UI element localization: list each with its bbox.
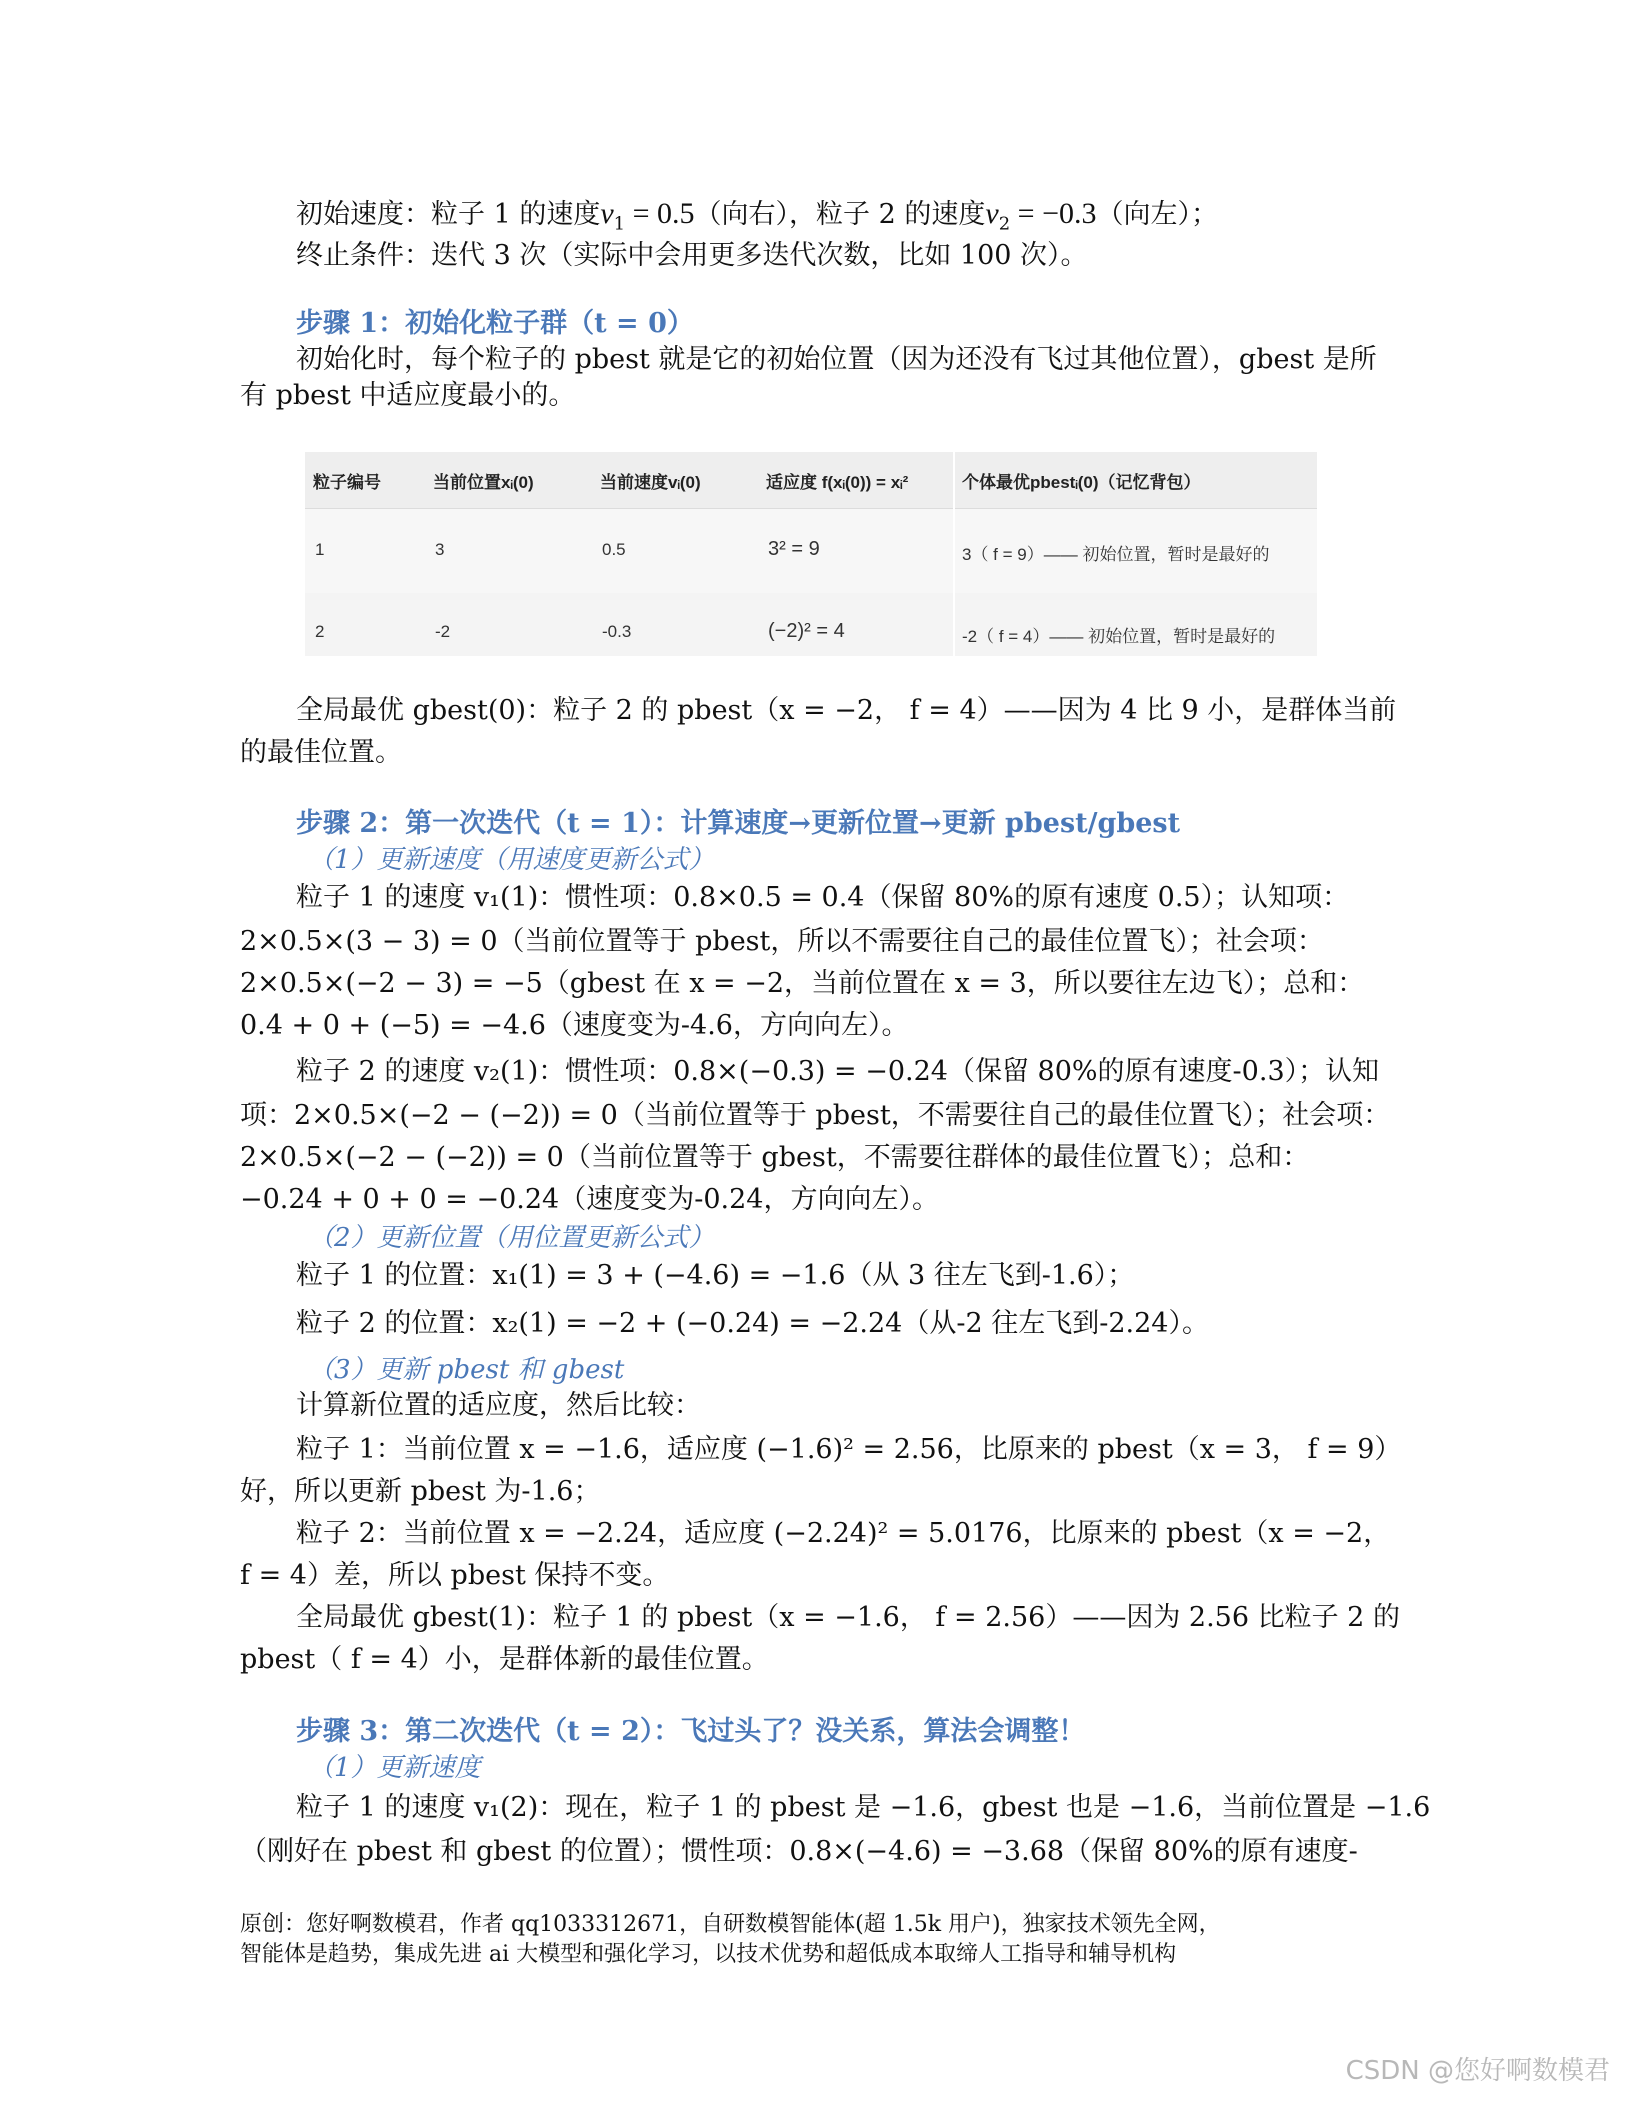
step1-heading: 步骤 1：初始化粒子群（t = 0） bbox=[296, 308, 694, 339]
table-header-cell: 个体最优pbestᵢ(0)（记忆背包） bbox=[962, 473, 1201, 492]
table-cell: 3（ f = 9）—— 初始位置，暂时是最好的 bbox=[962, 545, 1270, 564]
paragraph-line: 2×0.5×(−2 − (−2)) = 0（当前位置等于 gbest，不需要往群体的最佳位置飞）；总和： bbox=[240, 1142, 1310, 1173]
initial-velocity-line bbox=[296, 196, 1218, 242]
paragraph-line: f = 4）差，所以 pbest 保持不变。 bbox=[240, 1560, 670, 1591]
paragraph-line: 全局最优 gbest(0)：粒子 2 的 pbest（x = −2， f = 4）——因为 4 比 9 小，是群体当前 bbox=[296, 695, 1397, 726]
math-symbol: v bbox=[985, 197, 999, 230]
subheading: （3）更新 pbest 和 gbest bbox=[308, 1355, 625, 1385]
math-subscript: 2 bbox=[998, 213, 1011, 235]
table-cell: 2 bbox=[315, 622, 325, 641]
paragraph-line: 有 pbest 中适应度最小的。 bbox=[240, 380, 576, 411]
paragraph-line: 粒子 2 的位置：x₂(1) = −2 + (−0.24) = −2.24（从-2 往左飞到-2.24）。 bbox=[296, 1308, 1209, 1339]
footer-line: 智能体是趋势，集成先进 ai 大模型和强化学习，以技术优势和超低成本取缔人工指导和辅导机构 bbox=[240, 1942, 1177, 1967]
termination-line: 终止条件：迭代 3 次（实际中会用更多迭代次数，比如 100 次）。 bbox=[296, 240, 1088, 271]
table-header-cell: 粒子编号 bbox=[313, 473, 381, 492]
paragraph-line: 初始化时，每个粒子的 pbest 就是它的初始位置（因为还没有飞过其他位置），gbest 是所 bbox=[296, 344, 1377, 375]
paragraph-line: 计算新位置的适应度，然后比较： bbox=[296, 1390, 701, 1421]
subheading: （2）更新位置（用位置更新公式） bbox=[308, 1223, 715, 1253]
table-cell: -2（ f = 4）—— 初始位置，暂时是最好的 bbox=[962, 627, 1276, 646]
table-header-cell: 适应度 f(xᵢ(0)) = xᵢ² bbox=[766, 473, 909, 492]
math-subscript: 1 bbox=[613, 213, 626, 235]
paragraph-line: −0.24 + 0 + 0 = −0.24（速度变为-0.24，方向向左）。 bbox=[240, 1184, 939, 1215]
text-segment: 初始速度：粒子 1 的速度 bbox=[296, 199, 601, 230]
table-cell: -0.3 bbox=[602, 622, 632, 641]
math-expression: = 0.5 bbox=[625, 197, 695, 230]
paragraph-line: 的最佳位置。 bbox=[240, 737, 402, 768]
math-expression: = −0.3 bbox=[1010, 197, 1097, 230]
table-cell: 3 bbox=[435, 540, 445, 559]
table-cell: -2 bbox=[435, 622, 451, 641]
paragraph-line: 粒子 1 的位置：x₁(1) = 3 + (−4.6) = −1.6（从 3 往左飞到-1.6）； bbox=[296, 1260, 1135, 1291]
table-cell: 1 bbox=[315, 540, 325, 559]
paragraph-line: 项：2×0.5×(−2 − (−2)) = 0（当前位置等于 pbest，不需要往自己的最佳位置飞）；社会项： bbox=[240, 1100, 1391, 1131]
footer-line: 原创：您好啊数模君，作者 qq1033312671，自研数模智能体(超 1.5k 用户)，独家技术领先全网， bbox=[240, 1912, 1221, 1937]
paragraph-line: 好，所以更新 pbest 为-1.6； bbox=[240, 1476, 601, 1507]
math-symbol: v bbox=[600, 197, 614, 230]
paragraph-line: 粒子 1 的速度 v₁(1)：惯性项：0.8×0.5 = 0.4（保留 80%的原有速度 0.5）；认知项： bbox=[296, 882, 1350, 913]
text-segment: （向右），粒子 2 的速度 bbox=[694, 199, 986, 230]
paragraph-line: 粒子 1：当前位置 x = −1.6，适应度 (−1.6)² = 2.56，比原来的 pbest（x = 3， f = 9） bbox=[296, 1434, 1402, 1465]
text-segment: （向左）； bbox=[1096, 199, 1219, 230]
init-table bbox=[305, 452, 1317, 656]
table-header-cell: 当前速度vᵢ(0) bbox=[600, 473, 701, 492]
step3-heading: 步骤 3：第二次迭代（t = 2）：飞过头了？没关系，算法会调整！ bbox=[296, 1716, 1086, 1747]
step2-heading: 步骤 2：第一次迭代（t = 1）：计算速度→更新位置→更新 pbest/gbest bbox=[296, 808, 1181, 839]
table-divider bbox=[953, 452, 955, 656]
table-header-cell: 当前位置xᵢ(0) bbox=[433, 473, 534, 492]
paragraph-line: 全局最优 gbest(1)：粒子 1 的 pbest（x = −1.6， f = 2.56）——因为 2.56 比粒子 2 的 bbox=[296, 1602, 1400, 1633]
paragraph-line: （刚好在 pbest 和 gbest 的位置）；惯性项：0.8×(−4.6) = −3.68（保留 80%的原有速度- bbox=[240, 1836, 1358, 1867]
table-cell: (−2)² = 4 bbox=[768, 620, 845, 642]
paragraph-line: 2×0.5×(−2 − 3) = −5（gbest 在 x = −2，当前位置在 x = 3，所以要往左边飞）；总和： bbox=[240, 968, 1365, 999]
paragraph-line: 0.4 + 0 + (−5) = −4.6（速度变为-4.6，方向向左）。 bbox=[240, 1010, 909, 1041]
subheading: （1）更新速度（用速度更新公式） bbox=[308, 845, 715, 875]
paragraph-line: 粒子 2：当前位置 x = −2.24，适应度 (−2.24)² = 5.0176，比原来的 pbest（x = −2， bbox=[296, 1518, 1391, 1549]
paragraph-line: 2×0.5×(3 − 3) = 0（当前位置等于 pbest，所以不需要往自己的最佳位置飞）；社会项： bbox=[240, 926, 1324, 957]
paragraph-line: 粒子 2 的速度 v₂(1)：惯性项：0.8×(−0.3) = −0.24（保留 80%的原有速度-0.3）；认知 bbox=[296, 1056, 1380, 1087]
csdn-watermark: CSDN @您好啊数模君 bbox=[1345, 2056, 1610, 2086]
subheading: （1）更新速度 bbox=[308, 1753, 481, 1783]
paragraph-line: 粒子 1 的速度 v₁(2)：现在，粒子 1 的 pbest 是 −1.6，gbest 也是 −1.6，当前位置是 −1.6 bbox=[296, 1792, 1431, 1823]
paragraph-line: pbest（ f = 4）小，是群体新的最佳位置。 bbox=[240, 1644, 769, 1675]
table-cell: 0.5 bbox=[602, 540, 626, 559]
table-cell: 3² = 9 bbox=[768, 538, 820, 560]
